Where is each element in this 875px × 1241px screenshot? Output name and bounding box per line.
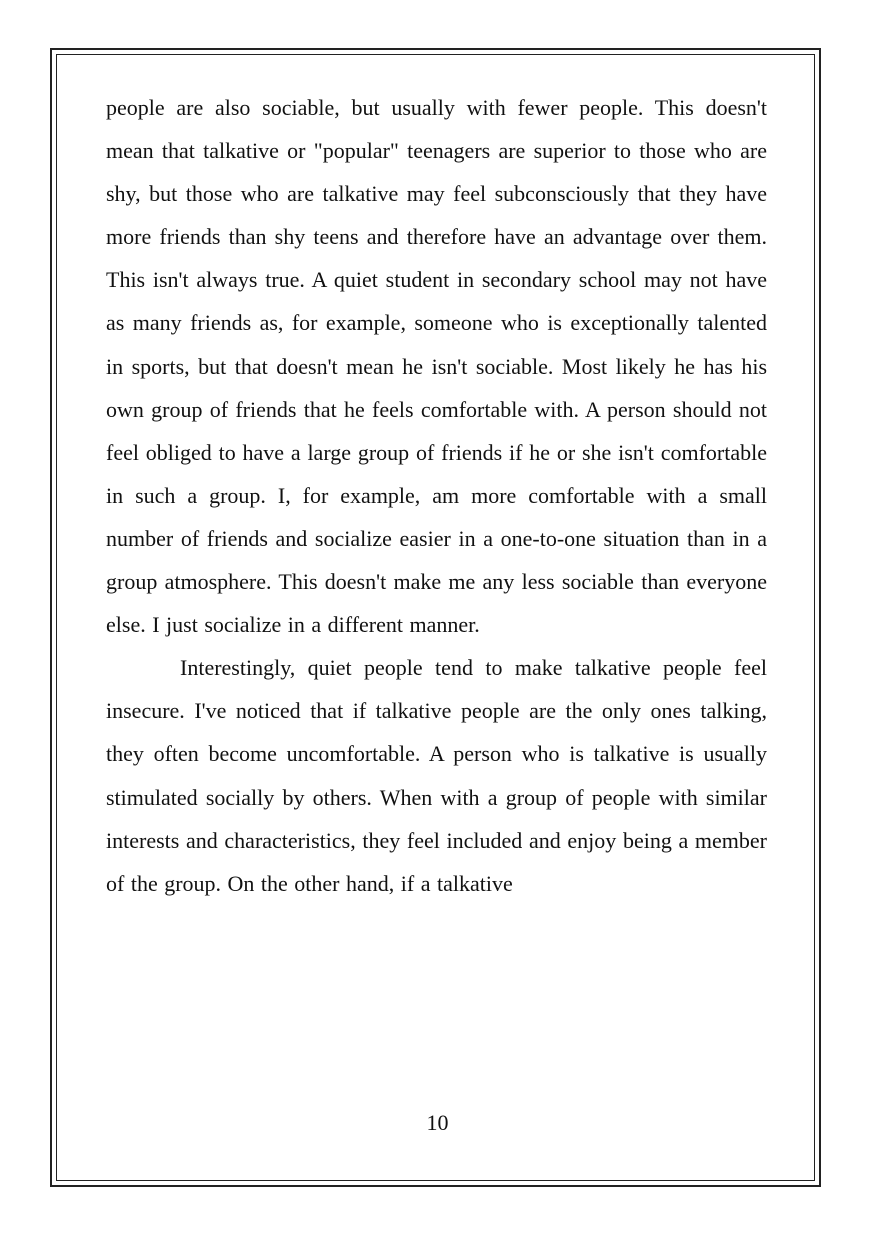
paragraph-interestingly: Interestingly, quiet people tend to make talkative people feel insecure. I've noticed that if talkative people are the only ones talking, they often become uncomfortable. A person who is talkative is usually stimulated socially by others. When with a group of people with similar interests and characteristics, they feel included and enjoy being a member of the group. On the other hand, if a talkative <box>106 655 767 896</box>
paragraph-continuation: people are also sociable, but usually with fewer people. This doesn't mean that talkative or "popular" teenagers are superior to those who are shy, but those who are talkative may feel subconsciously that they have more friends than shy teens and therefore have an advantage over them. This isn't always true. A quiet student in secondary school may not have as many friends as, for example, someone who is exceptionally talented in sports, but that doesn't mean he isn't sociable. Most likely he has his own group of friends that he feels comfortable with. A person should not feel obliged to have a large group of friends if he or she isn't comfortable in such a group. I, for example, am more comfortable with a small number of friends and socialize easier in a one-to-one situation than in a group atmosphere. This doesn't make me any less sociable than everyone else. I just socialize in a different manner. <box>106 95 767 638</box>
body-text <box>106 86 767 905</box>
page-number: 10 <box>426 1110 449 1135</box>
